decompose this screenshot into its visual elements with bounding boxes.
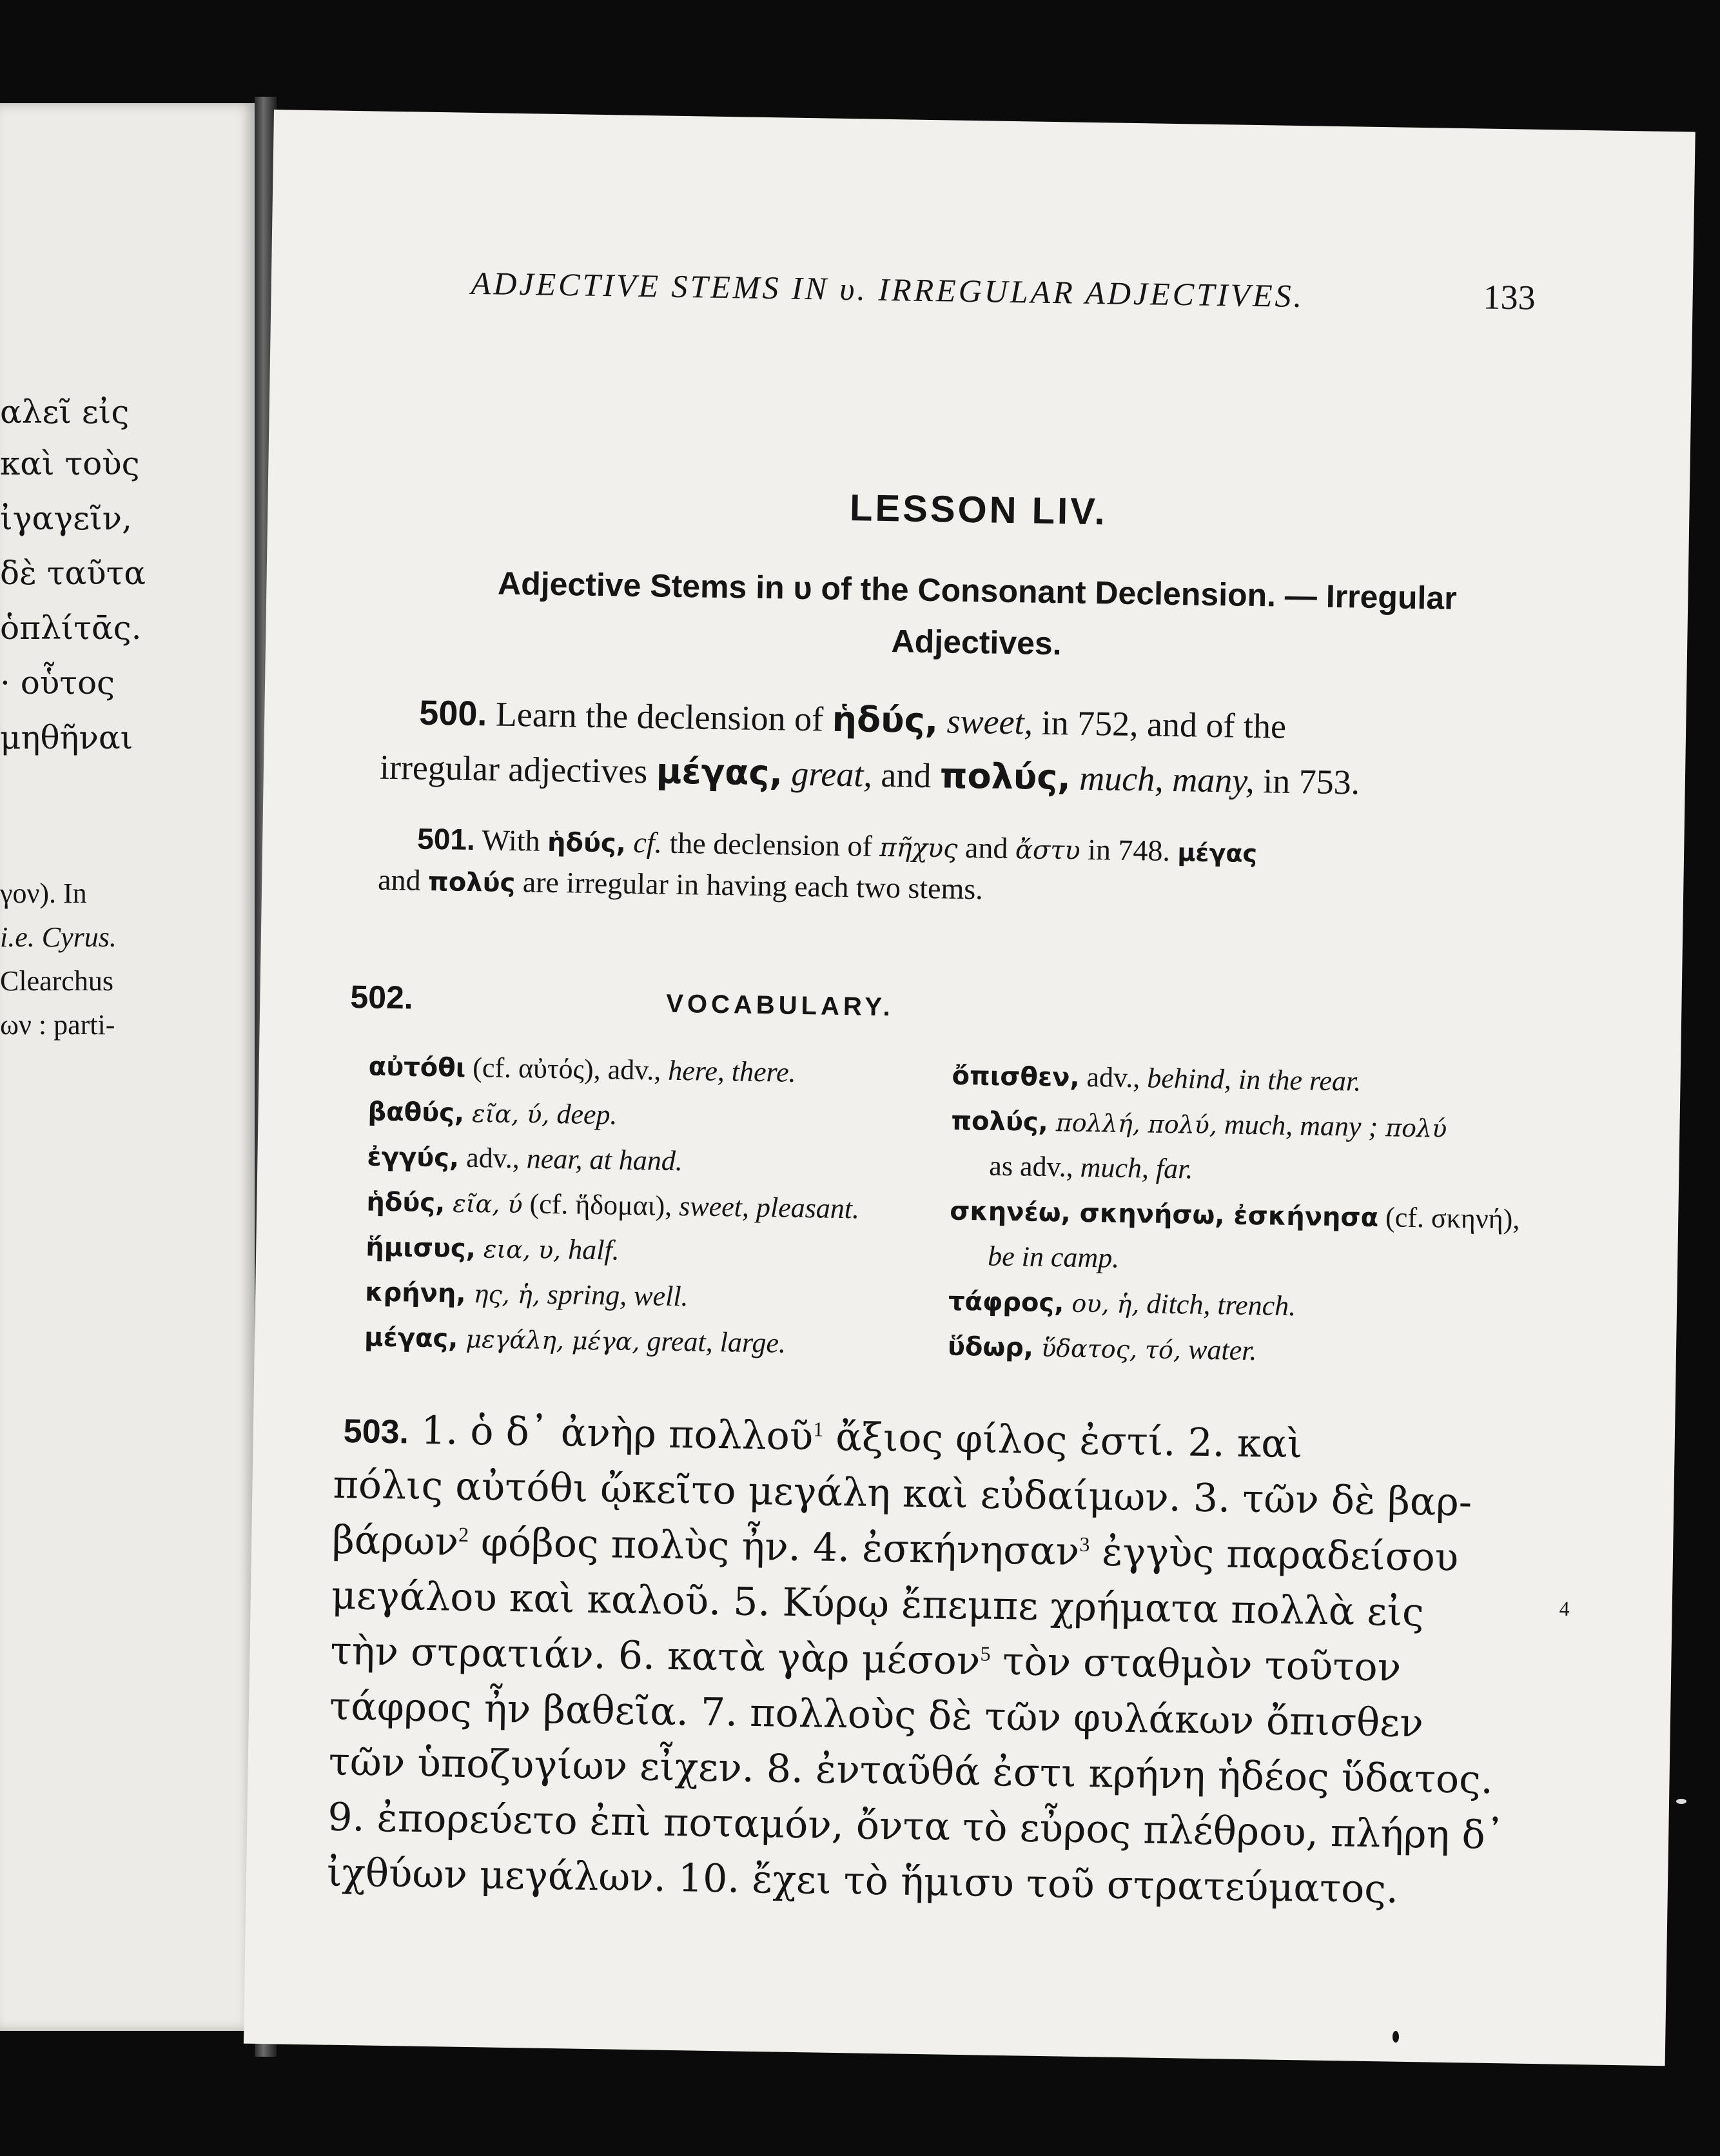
text: and <box>872 755 941 796</box>
greek-sentence: μεγάλου καὶ καλοῦ. 5. Κύρῳ ἔπεμπε χρήματα πολλὰ εἰς <box>331 1573 1425 1636</box>
footnote-marker: 1 <box>813 1417 824 1441</box>
vocab-gloss: great, large. <box>647 1325 787 1359</box>
section-number: 500. <box>418 693 487 734</box>
vocab-entry <box>368 1049 796 1088</box>
greek-word: ἡδύς, <box>832 698 939 741</box>
vocab-forms: ης, ἡ, <box>465 1279 541 1309</box>
vocab-headword: ὕδωρ, <box>947 1331 1034 1363</box>
vocab-headword: ἐγγύς, <box>367 1142 460 1173</box>
greek-sentence: τῶν ὑποζυγίων εἶχεν. 8. ἐνταῦθά ἐστι κρήνη ἡδέος ὕδατος. <box>328 1739 1494 1803</box>
running-head: ADJECTIVE STEMS IN υ. IRREGULAR ADJECTIVES. <box>471 264 1305 315</box>
paragraph-500-line <box>419 692 1287 747</box>
vocab-entry <box>366 1184 859 1225</box>
vocab-gloss: ditch, trench. <box>1146 1288 1296 1322</box>
vocab-entry <box>948 1284 1296 1322</box>
greek-word: πολύς, <box>939 755 1071 798</box>
vocab-note: adv., <box>458 1141 527 1175</box>
exercise-line <box>327 1795 1505 1859</box>
vocab-note <box>1217 1108 1225 1140</box>
exercise-line <box>327 1850 1399 1912</box>
paragraph-500-line <box>380 747 1360 803</box>
greek-sentence: πόλις αὐτόθι ᾤκεῖτο μεγάλη καὶ εὐδαίμων. 3. τῶν δὲ βαρ- <box>332 1462 1472 1525</box>
text: With <box>474 823 548 858</box>
left-greek-line: αλεῖ εἰς <box>0 393 130 431</box>
vocab-note <box>549 1098 557 1130</box>
exercise-line <box>331 1573 1424 1636</box>
left-facing-page <box>0 103 255 2031</box>
greek-sentence: βάρων <box>331 1517 459 1565</box>
greek-sentence: ἐγγὺς παραδείσου <box>1089 1529 1459 1581</box>
vocab-gloss: behind, in the rear. <box>1146 1062 1362 1097</box>
vocab-gloss: deep. <box>556 1098 618 1131</box>
vocab-headword: βαθύς, <box>367 1097 465 1128</box>
section-number: 502. <box>349 979 414 1016</box>
vocab-entry <box>950 1194 1520 1236</box>
vocab-note: (cf. αὐτός), adv., <box>465 1051 669 1086</box>
right-page <box>244 110 1696 2066</box>
left-greek-line: δὲ ταῦτα <box>0 554 146 592</box>
vocab-forms: ὕδατος, τό, <box>1033 1333 1182 1365</box>
vocab-forms: πολλή, πολύ, <box>1048 1108 1218 1140</box>
greek-word: μέγας, <box>656 750 783 794</box>
paragraph-501-line <box>417 821 1258 869</box>
text: and <box>377 863 429 897</box>
greek-word: πῆχυς <box>879 832 958 864</box>
vocab-entry <box>364 1320 787 1359</box>
exercise-line <box>333 1462 1472 1525</box>
vocabulary-heading: VOCABULARY. <box>665 989 895 1022</box>
footnote-marker: 3 <box>1079 1532 1090 1556</box>
text: in 748. <box>1080 832 1178 868</box>
vocab-note <box>540 1279 547 1310</box>
text: in 753. <box>1254 761 1360 802</box>
section-number: 503. <box>343 1412 409 1451</box>
vocab-entry <box>952 1059 1361 1098</box>
vocab-entry <box>951 1104 1447 1144</box>
greek-sentence: 9. ἐπορεύετο ἐπὶ ποταμόν, ὄντα τὸ εὖρος πλέθρου, πλήρη δ᾽ <box>327 1794 1505 1859</box>
vocab-headword: ὄπισθεν, <box>952 1061 1080 1093</box>
section-number: 501. <box>416 821 476 857</box>
scan-speck <box>1676 1799 1686 1804</box>
gloss: great, <box>782 754 873 794</box>
vocab-headword: σκηνέω, σκηνήσω, ἐσκήνησα <box>949 1196 1379 1233</box>
greek-word: μέγας <box>1177 838 1258 868</box>
exercise-line <box>343 1407 1303 1467</box>
vocab-entry <box>367 1139 683 1177</box>
vocab-forms: μεγάλη, μέγα, <box>458 1324 640 1357</box>
vocab-entry <box>367 1094 618 1131</box>
vocab-gloss: water. <box>1187 1333 1257 1367</box>
gloss: sweet, <box>937 701 1033 742</box>
footnote-marker: 4 <box>1559 1596 1570 1620</box>
left-greek-line: ὁπλίτᾱς. <box>0 609 142 647</box>
vocab-entry <box>366 1230 620 1266</box>
vocab-note: adv., <box>1079 1061 1148 1094</box>
greek-sentence: φόβος πολὺς ἦν. 4. ἐσκήνησαν <box>468 1520 1080 1574</box>
vocab-gloss: spring, well. <box>547 1278 689 1313</box>
vocab-gloss: much, far. <box>1080 1151 1193 1185</box>
footnote-marker: 5 <box>980 1642 991 1665</box>
lesson-subtitle: Adjective Stems in υ of the Consonant Declension. — Irregular <box>497 565 1458 616</box>
vocab-gloss: be in camp. <box>987 1240 1120 1274</box>
paragraph-501-line <box>378 863 983 906</box>
vocab-entry <box>365 1275 689 1313</box>
greek-sentence: τάφρος ἦν βαθεῖα. 7. πολλοὺς δὲ τῶν φυλάκων ὄπισθεν <box>329 1683 1424 1747</box>
vocab-headword: ἡδύς, <box>366 1187 445 1219</box>
text: Learn the declension of <box>486 694 833 739</box>
text: and <box>957 830 1016 865</box>
left-note-line: ων : parti- <box>0 1009 115 1041</box>
left-note-line: Clearchus <box>0 965 113 997</box>
text: irregular adjectives <box>379 747 657 791</box>
vocab-forms: πολύ <box>1377 1113 1447 1143</box>
left-note-line: γον). In <box>0 877 87 909</box>
gloss: much, many, <box>1070 758 1255 801</box>
vocab-note: as adv., <box>989 1150 1081 1183</box>
vocab-gloss: much, many ; <box>1224 1108 1378 1143</box>
vocab-gloss: sweet, pleasant. <box>678 1190 860 1225</box>
vocab-entry <box>989 1150 1193 1186</box>
page-number: 133 <box>1483 277 1536 317</box>
lesson-subtitle: Adjectives. <box>891 623 1062 662</box>
vocab-note <box>561 1233 569 1265</box>
vocab-headword: μέγας, <box>364 1322 458 1354</box>
vocab-forms: εια, υ, <box>475 1235 562 1265</box>
greek-sentence: τὸν σταθμὸν τοῦτον <box>990 1638 1402 1690</box>
vocab-headword: κρήνη, <box>364 1277 466 1309</box>
exercise-line <box>329 1684 1424 1747</box>
text: in 752, and of the <box>1032 703 1287 746</box>
vocab-note: (cf. ἥδομαι), <box>522 1188 679 1222</box>
left-greek-line: · οὗτος <box>0 664 115 701</box>
vocab-headword: ἥμισυς, <box>365 1232 476 1264</box>
vocab-gloss: here, there. <box>667 1054 797 1088</box>
scan-speck <box>1393 2031 1399 2043</box>
greek-sentence: ἰχθύων μεγάλων. 10. ἔχει τὸ ἥμισυ τοῦ στρατεύματος. <box>326 1850 1399 1912</box>
left-greek-line: ἰγαγεῖν, <box>0 500 132 537</box>
greek-sentence: ἄξιος φίλος ἐστί. 2. καὶ <box>823 1414 1303 1467</box>
exercise-line <box>332 1518 1459 1580</box>
vocab-forms: εῖα, ύ <box>444 1189 523 1219</box>
greek-sentence: 1. ὁ δ᾽ ἀνὴρ πολλοῦ <box>408 1407 814 1460</box>
greek-word: ἄστυ <box>1015 835 1081 866</box>
vocab-headword: αὐτόθι <box>368 1052 466 1083</box>
vocab-gloss: half. <box>567 1233 620 1266</box>
left-greek-line: καὶ τοὺς <box>0 445 140 482</box>
vocab-headword: πολύς, <box>951 1106 1049 1138</box>
vocab-entry <box>948 1329 1257 1367</box>
lesson-title: LESSON LIV. <box>849 487 1108 533</box>
greek-sentence: τὴν στρατιάν. 6. κατὰ γὰρ μέσον <box>329 1628 981 1684</box>
vocab-forms: ου, ἡ, <box>1064 1289 1140 1319</box>
left-greek-line: μηθῆναι <box>0 719 133 756</box>
vocab-entry <box>988 1240 1120 1275</box>
footnote-marker: 2 <box>458 1522 469 1547</box>
exercise-line <box>330 1629 1402 1690</box>
text: cf. <box>625 825 663 859</box>
vocab-headword: τάφρος, <box>948 1286 1064 1318</box>
text: the declension of <box>661 826 880 863</box>
vocab-note: (cf. σκηνή), <box>1378 1201 1520 1235</box>
exercise-line <box>328 1740 1493 1803</box>
greek-word: πολύς <box>427 867 516 899</box>
text: are irregular in having each two stems. <box>514 865 984 906</box>
greek-word: ἡδύς, <box>547 827 627 859</box>
vocab-forms: εῖα, ύ, <box>464 1099 550 1129</box>
vocab-gloss: near, at hand. <box>526 1142 683 1177</box>
left-note-line: i.e. Cyrus. <box>0 921 117 953</box>
